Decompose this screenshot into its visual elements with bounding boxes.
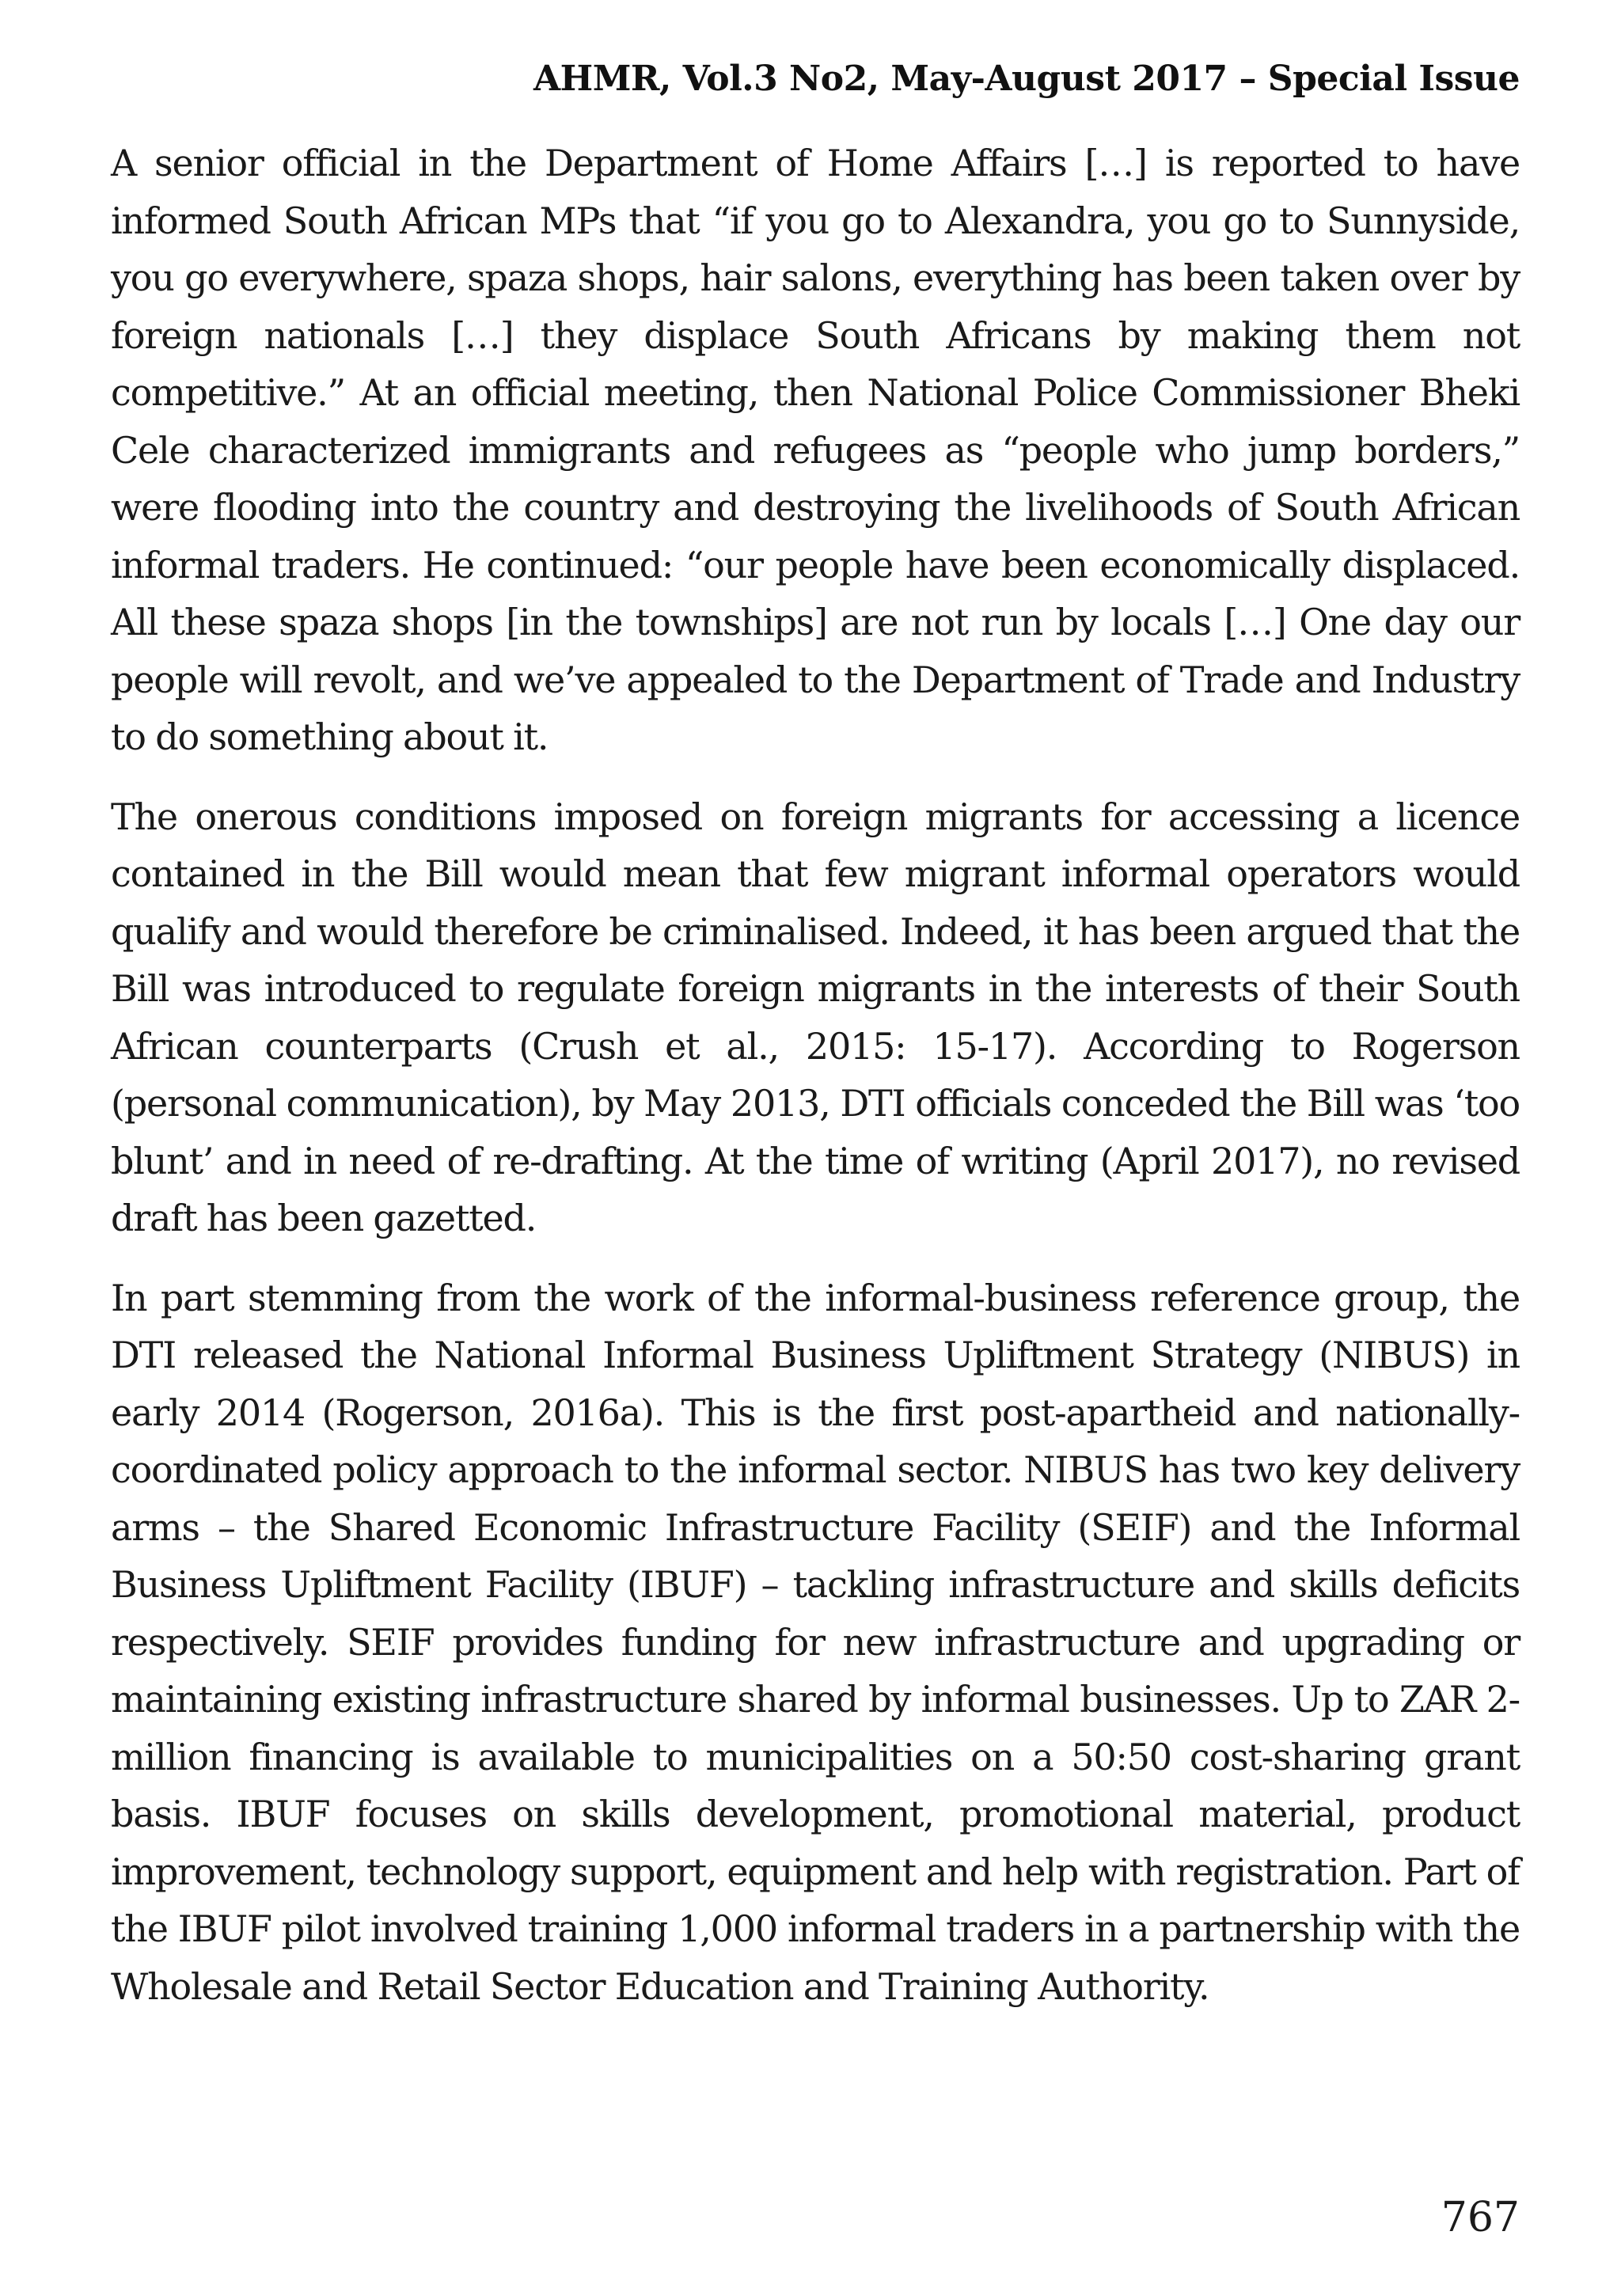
page-number: 767 [1441,2194,1520,2241]
paragraph-1: A senior official in the Department of Home Affairs […] is reported to have informed South African MPs that “if you go to Alexandra, you go to Sunnyside, you go everywhere, spaza shops, hair salons, everything has been taken over by foreign nationals […] they displace South Africans by making them not competitive.” At an official meeting, then National Police Commissioner Bheki Cele characterized immigrants and refugees as “people who jump borders,” were flooding into the country and destroying the livelihoods of South African informal traders. He continued: “our people have been economically displaced. All these spaza shops [in the townships] are not run by locals […] One day our people will revolt, and we’ve appealed to the Department of Trade and Industry to do something about it. [111,142,1520,758]
body-text [111,135,1520,2037]
paragraph-3: In part stemming from the work of the informal-business reference group, the DTI released the National Informal Business Upliftment Strategy (NIBUS) in early 2014 (Rogerson, 2016a). This is the first post-apartheid and nationally-coordinated policy approach to the informal sector. NIBUS has two key delivery arms – the Shared Economic Infrastructure Facility (SEIF) and the Informal Business Upliftment Facility (IBUF) – tackling infrastructure and skills deficits respectively. SEIF provides funding for new infrastructure and upgrading or maintaining existing infrastructure shared by informal businesses. Up to ZAR 2-million financing is available to municipalities on a 50:50 cost-sharing grant basis. IBUF focuses on skills development, promotional material, product improvement, technology support, equipment and help with registration. Part of the IBUF pilot involved training 1,000 informal traders in a partnership with the Wholesale and Retail Sector Education and Training Authority. [111,1276,1520,2008]
paragraph-2: The onerous conditions imposed on foreign migrants for accessing a licence contained in the Bill would mean that few migrant informal operators would qualify and would therefore be criminalised. Indeed, it has been argued that the Bill was introduced to regulate foreign migrants in the interests of their South African counterparts (Crush et al., 2015: 15-17). According to Rogerson (personal communication), by May 2013, DTI officials conceded the Bill was ‘too blunt’ and in need of re-drafting. At the time of writing (April 2017), no revised draft has been gazetted. [111,795,1520,1239]
running-header: AHMR, Vol.3 No2, May-August 2017 – Special Issue [533,59,1520,99]
